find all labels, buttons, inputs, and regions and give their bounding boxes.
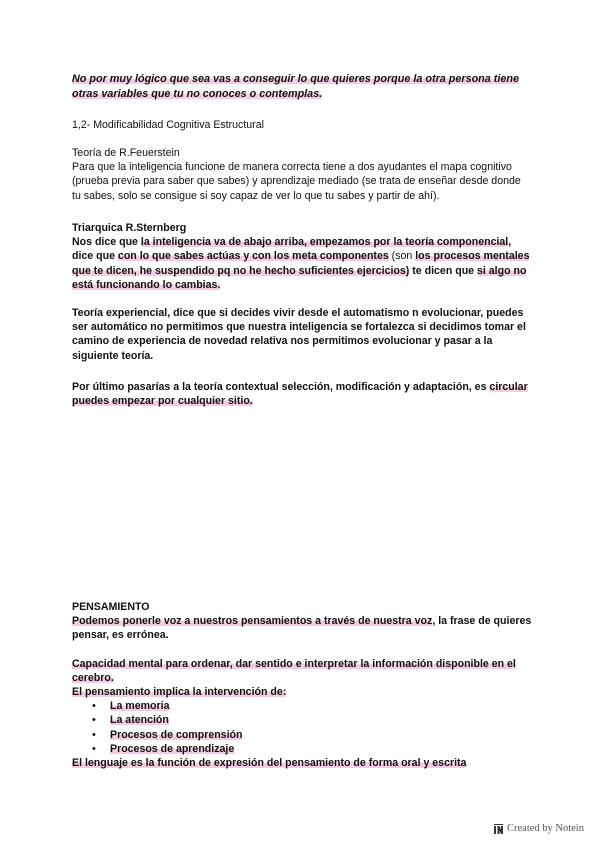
list-item: • Procesos de comprensión [110,728,532,742]
sternberg-section [72,221,532,292]
feuerstein-title: Teoría de R.Feuerstein [72,147,180,159]
pensamiento-section [72,600,532,770]
quote-text: No por muy lógico que sea vas a conseguir lo que quieres porque la otra persona tiene otras variables que tu no conoces o contemplas. [72,73,519,100]
sternberg-title: Triarquica R.Sternberg [72,222,187,234]
list-item: • La atención [110,713,532,727]
footer-text: Created by Notein [507,823,584,834]
list-item: • Procesos de aprendizaje [110,742,532,756]
experiencial-paragraph: Teoría experiencial, dice que si decides vivir desde el automatismo n evolucionar, puedes ser automático no permitimos que nuestra inteligencia se fortalezca si decidimos tomar el camino de experiencia de novedad relativa nos permitimos evolucionar y pasar a la siguiente teoría. [72,307,526,362]
quote-paragraph [72,72,532,101]
sternberg-body: Nos dice que la inteligencia va de abajo arriba, empezamos por la teoría componencial, dice que con lo que sabes actúas y con los meta componentes (son los procesos mentales que te dicen, he suspendido pq no he hecho suficientes ejercicios) te dicen que si algo no está funcionando lo cambias. [72,236,530,291]
pensamiento-capacidad: Capacidad mental para ordenar, dar sentido e interpretar la información disponible en el cerebro. [72,657,516,684]
pensamiento-intro: Podemos ponerle voz a nuestros pensamientos a través de nuestra voz, la frase de quieres pensar, es errónea. [72,615,532,642]
notein-logo-icon [494,824,503,834]
pensamiento-implica: El pensamiento implica la intervención de: [72,686,287,699]
contextual-paragraph: Por último pasarías a la teoría contextual selección, modificación y adaptación, es circular puedes empezar por cualquier sitio. [72,381,528,408]
list-item: • La memoria [110,699,532,713]
feuerstein-section [72,146,532,203]
pensamiento-title: PENSAMIENTO [72,601,150,613]
feuerstein-body: Para que la inteligencia funcione de manera correcta tiene a dos ayudantes el mapa cognitivo (prueba previa para saber que sabes) y aprendizaje mediado (se trata de enseñar desde donde tu sabes, solo se consigue si soy capaz de ver lo que tu sabes y partir de ahí). [72,161,521,202]
section-title: 1,2- Modificabilidad Cognitiva Estructural [72,119,264,131]
pensamiento-lenguaje: El lenguaje es la función de expresión del pensamiento de forma oral y escrita [72,757,467,770]
pensamiento-list [72,699,532,756]
footer-watermark [494,823,584,834]
